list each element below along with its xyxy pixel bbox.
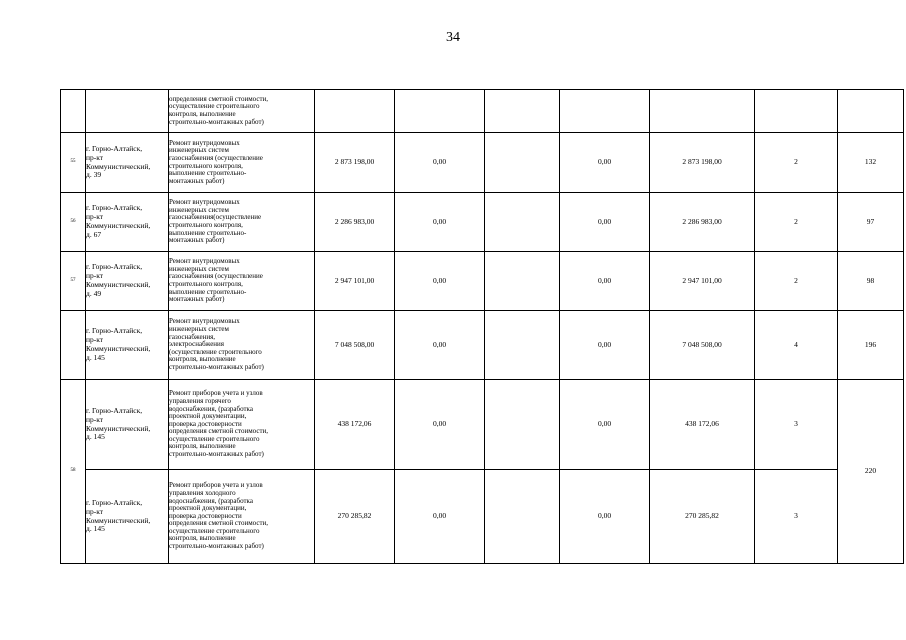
table-row (61, 470, 904, 564)
apartments-count-cell: 98 (838, 252, 904, 311)
address-cell (86, 90, 169, 133)
work-description-cell: Ремонт внутридомовых инженерных систем газоснабжения(осуществление строительного контроля, выполнение строительно- монтажных работ) (169, 193, 315, 252)
row-number-cell (61, 311, 86, 380)
cost-cell: 0,00 (395, 470, 485, 564)
cost-cell: 0,00 (395, 380, 485, 470)
table-row (61, 133, 904, 193)
cost-cell: 7 048 508,00 (650, 311, 755, 380)
address-cell: г. Горно-Алтайск, пр-кт Коммунистический, д. 145 (86, 311, 169, 380)
cost-cell: 438 172,06 (650, 380, 755, 470)
apartments-count-cell: 220 (838, 380, 904, 564)
value-cell (755, 90, 838, 133)
row-number-cell: 56 (61, 193, 86, 252)
address-cell: г. Горно-Алтайск, пр-кт Коммунистический, д. 49 (86, 252, 169, 311)
cost-cell (485, 252, 560, 311)
apartments-count-cell: 196 (838, 311, 904, 380)
total-cost-cell: 2 947 101,00 (315, 252, 395, 311)
cost-cell (485, 470, 560, 564)
work-description-cell: Ремонт приборов учета и узлов управления горячего водоснабжения, (разработка проектной документации, проверка достоверности определения сметной стоимости, осуществление строительного контроля, выполнение строительно-монтажных работ) (169, 380, 315, 470)
row-number-cell (61, 90, 86, 133)
cost-cell: 0,00 (560, 311, 650, 380)
cost-cell: 270 285,82 (650, 470, 755, 564)
address-cell: г. Горно-Алтайск, пр-кт Коммунистический, д. 145 (86, 380, 169, 470)
cost-cell: 0,00 (395, 252, 485, 311)
cost-cell: 0,00 (395, 193, 485, 252)
value-cell (560, 90, 650, 133)
value-cell (315, 90, 395, 133)
apartments-count-cell: 97 (838, 193, 904, 252)
cost-cell: 2 873 198,00 (650, 133, 755, 193)
work-description-cell: Ремонт приборов учета и узлов управления холодного водоснабжения, (разработка проектной документации, проверка достоверности определения сметной стоимости, осуществление строительного контроля, выполнение строительно-монтажных работ) (169, 470, 315, 564)
cost-cell: 0,00 (395, 311, 485, 380)
row-number-cell: 55 (61, 133, 86, 193)
address-cell: г. Горно-Алтайск, пр-кт Коммунистический, д. 39 (86, 133, 169, 193)
value-cell (838, 90, 904, 133)
work-description-cell: определения сметной стоимости, осуществление строительного контроля, выполнение строительно-монтажных работ) (169, 90, 315, 133)
value-cell (650, 90, 755, 133)
total-cost-cell: 2 873 198,00 (315, 133, 395, 193)
apartments-count-cell: 132 (838, 133, 904, 193)
work-description-cell: Ремонт внутридомовых инженерных систем газоснабжения, электроснабжения (осуществление строительного контроля, выполнение строительно-монтажных работ) (169, 311, 315, 380)
row-number-cell: 58 (61, 380, 86, 564)
cost-cell (485, 311, 560, 380)
work-description-cell: Ремонт внутридомовых инженерных систем газоснабжения (осуществление строительного контроля, выполнение строительно- монтажных работ) (169, 133, 315, 193)
address-cell: г. Горно-Алтайск, пр-кт Коммунистический, д. 145 (86, 470, 169, 564)
table-row (61, 193, 904, 252)
count-cell: 3 (755, 470, 838, 564)
total-cost-cell: 2 286 983,00 (315, 193, 395, 252)
table-row (61, 311, 904, 380)
work-description-cell: Ремонт внутридомовых инженерных систем газоснабжения (осуществление строительного контроля, выполнение строительно- монтажных работ) (169, 252, 315, 311)
count-cell: 3 (755, 380, 838, 470)
total-cost-cell: 270 285,82 (315, 470, 395, 564)
cost-cell (485, 133, 560, 193)
cost-cell: 0,00 (395, 133, 485, 193)
page-number: 34 (446, 30, 460, 45)
cost-cell (485, 380, 560, 470)
cost-cell: 2 286 983,00 (650, 193, 755, 252)
table-row (61, 380, 904, 470)
value-cell (485, 90, 560, 133)
table-row (61, 252, 904, 311)
cost-cell: 0,00 (560, 380, 650, 470)
count-cell: 2 (755, 193, 838, 252)
total-cost-cell: 7 048 508,00 (315, 311, 395, 380)
cost-cell: 2 947 101,00 (650, 252, 755, 311)
works-register-table (60, 89, 904, 564)
count-cell: 4 (755, 311, 838, 380)
row-number-cell: 57 (61, 252, 86, 311)
count-cell: 2 (755, 252, 838, 311)
cost-cell: 0,00 (560, 252, 650, 311)
count-cell: 2 (755, 133, 838, 193)
value-cell (395, 90, 485, 133)
address-cell: г. Горно-Алтайск, пр-кт Коммунистический, д. 67 (86, 193, 169, 252)
cost-cell: 0,00 (560, 193, 650, 252)
cost-cell (485, 193, 560, 252)
cost-cell: 0,00 (560, 133, 650, 193)
table-row (61, 90, 904, 133)
total-cost-cell: 438 172,06 (315, 380, 395, 470)
cost-cell: 0,00 (560, 470, 650, 564)
